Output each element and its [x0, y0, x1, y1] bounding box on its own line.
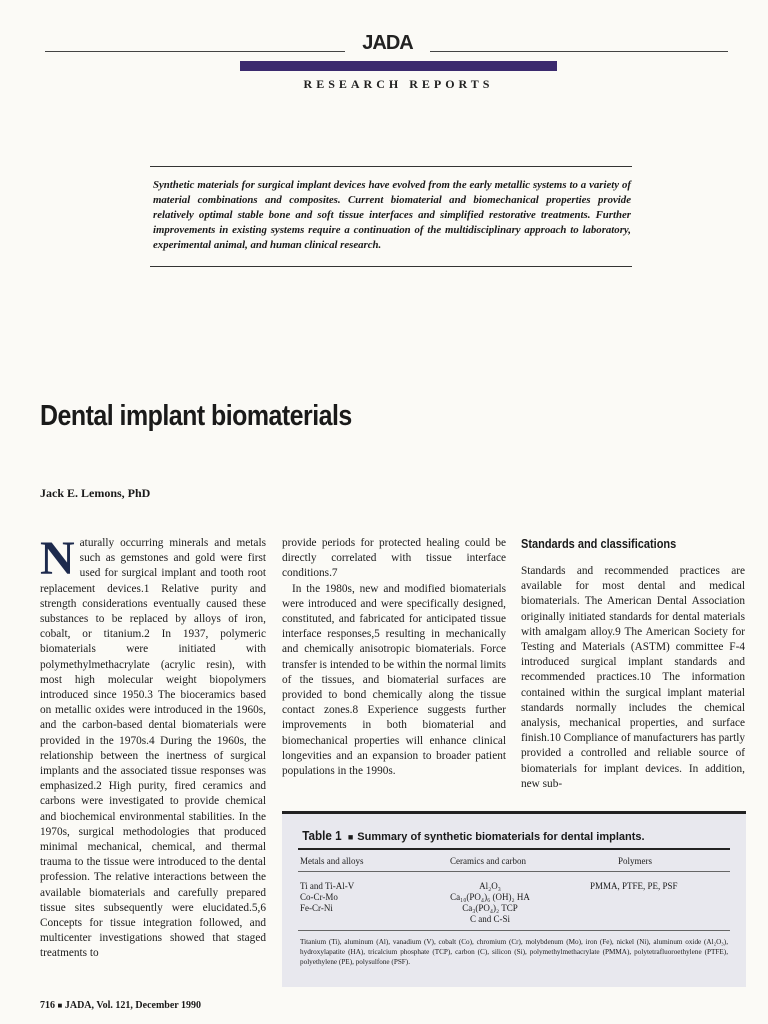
body-column-2 — [282, 536, 506, 779]
table-cell: Fe-Cr-Ni — [300, 903, 333, 913]
footer-bullet-icon: ■ — [57, 1001, 63, 1010]
section-accent-bar — [240, 61, 557, 71]
table-title — [300, 828, 645, 843]
page-number: 716 — [40, 1000, 55, 1011]
page-footer — [40, 1000, 201, 1011]
table-cell: Ca₁₀(PO₄)₆ (OH)₂ HA — [450, 892, 530, 902]
table-cell: PMMA, PTFE, PE, PSF — [590, 881, 678, 891]
table-label: Table 1 — [302, 828, 342, 843]
masthead-rule-left — [45, 51, 345, 52]
author-byline: Jack E. Lemons, PhD — [40, 486, 151, 500]
table-cell: Co-Cr-Mo — [300, 892, 338, 902]
table-cell: C and C-Si — [469, 914, 510, 924]
table-rule — [298, 930, 730, 931]
drop-cap: N — [40, 532, 75, 585]
section-label: RESEARCH REPORTS — [303, 77, 494, 91]
table-cell-polymers — [590, 881, 678, 892]
abstract: Synthetic materials for surgical implant devices have evolved from the early metallic systems to a variety of material combinations and composites. Current biomaterial and biomechanical properties provide relatively optimal stable bone and soft tissue interfaces and simplified restorative treatments. Further improvements in existing systems require a continuation of the multidisciplinary approach to laboratory, experimental animal, and human clinical research. — [153, 179, 631, 251]
table-header-metals: Metals and alloys — [300, 856, 364, 866]
table-bullet-icon: ■ — [347, 832, 354, 842]
col2-paragraph-1: provide periods for protected healing could be directly correlated with tissue interface conditions.7 — [282, 537, 506, 580]
table-rule — [298, 871, 730, 872]
col1-text: aturally occurring minerals and metals such as gemstones and gold were first used for surgical implant and tooth root replacement devices.1 Relative purity and strength considerations eventually caused these substances to be replaced by alloys of iron, cobalt, or titanium.2 In 1937, polymeric biomaterials were initiated with polymethylmethacrylate (acrylic resin), with most high molecular weight biopolymers introduced since 1950.3 The bioceramics based on metallic oxides were introduced in the 1960s, and the carbon-based dental biomaterials were provided in the 1970s.4 During the 1960s, the relationship between the inertness of surgical implants and the associated tissue responses was emphasized.2 High purity, fired ceramics and carbons were investigated to provide chemical and biochemical environmental stabilities. In the 1970s, surgical methodologies that produced minimal mechanical, chemical, and thermal trauma to the tissue were introduced to the dental profession. The relative interactions between the available biomaterials and carefully prepared tissue sites subsequently were elucidated.5,6 Concepts for tissue integration followed, and multicenter investigations showed that staged treatments to — [40, 537, 266, 960]
abstract-rule-bottom — [150, 266, 632, 267]
jada-logo: JADA — [362, 32, 413, 54]
journal-citation: JADA, Vol. 121, December 1990 — [64, 1000, 202, 1011]
abstract-rule-top — [150, 166, 632, 167]
table-rule — [298, 848, 730, 850]
article-title: Dental implant biomaterials — [40, 400, 352, 432]
table-cell: Ca₃(PO₄)₂ TCP — [462, 903, 518, 913]
body-column-1 — [40, 532, 266, 962]
table-cell: Al₂O₃ — [479, 881, 501, 891]
body-column-3 — [521, 564, 745, 792]
table-header-polymers: Polymers — [618, 856, 653, 866]
table-cell-metals — [300, 881, 354, 914]
table-caption: Summary of synthetic biomaterials for dental implants. — [357, 831, 645, 843]
masthead-rule-right — [430, 51, 728, 52]
section-heading: Standards and classifications — [521, 537, 677, 551]
col3-paragraph: Standards and recommended practices are available for most dental and medical biomaterials. The American Dental Association originally initiated standards for dental materials with amalgam alloy.9 The American Society for Testing and Materials (ASTM) committee F-4 introduced surgical implant standards and recommended practices.10 The information contained within the surgical implant material standards normally includes the chemical analysis, mechanical properties, and surface finish.10 Compliance of manufacturers has partly provided a controlled and reliable source of biomaterials for implant devices. In addition, new sub- — [521, 565, 745, 790]
table-cell-ceramics — [420, 881, 560, 925]
table-header-ceramics: Ceramics and carbon — [450, 856, 526, 866]
table-footnote: Titanium (Ti), aluminum (Al), vanadium (V), cobalt (Co), chromium (Cr), molybdenum (Mo), iron (Fe), nickel (Ni), aluminum oxide (Al₂O₃), hydroxylapatite (HA), tricalcium phosphate (TCP), carbon (C), silicon (Si), polymethylmethacrylate (PMMA), polytetrafluoroethylene (PTFE), polyethylene (PE), polysulfone (PSF). — [300, 938, 728, 966]
col2-paragraph-2: In the 1980s, new and modified biomaterials were introduced and were specifically designed, constituted, and fabricated for anticipated tissue interface responses,5 resulting in mechanically and chemically anisotropic biomaterials. Force transfer is intended to be within the normal limits of the tissues, and biomaterial surfaces are provided to bond chemically along the tissue contact zones.8 Experience suggests further improvements in both biomaterial and biomechanical properties will enhance clinical longevities and an expansion to broader patient populations in the 1990s. — [282, 582, 506, 778]
table-cell: Ti and Ti-Al-V — [300, 881, 355, 891]
